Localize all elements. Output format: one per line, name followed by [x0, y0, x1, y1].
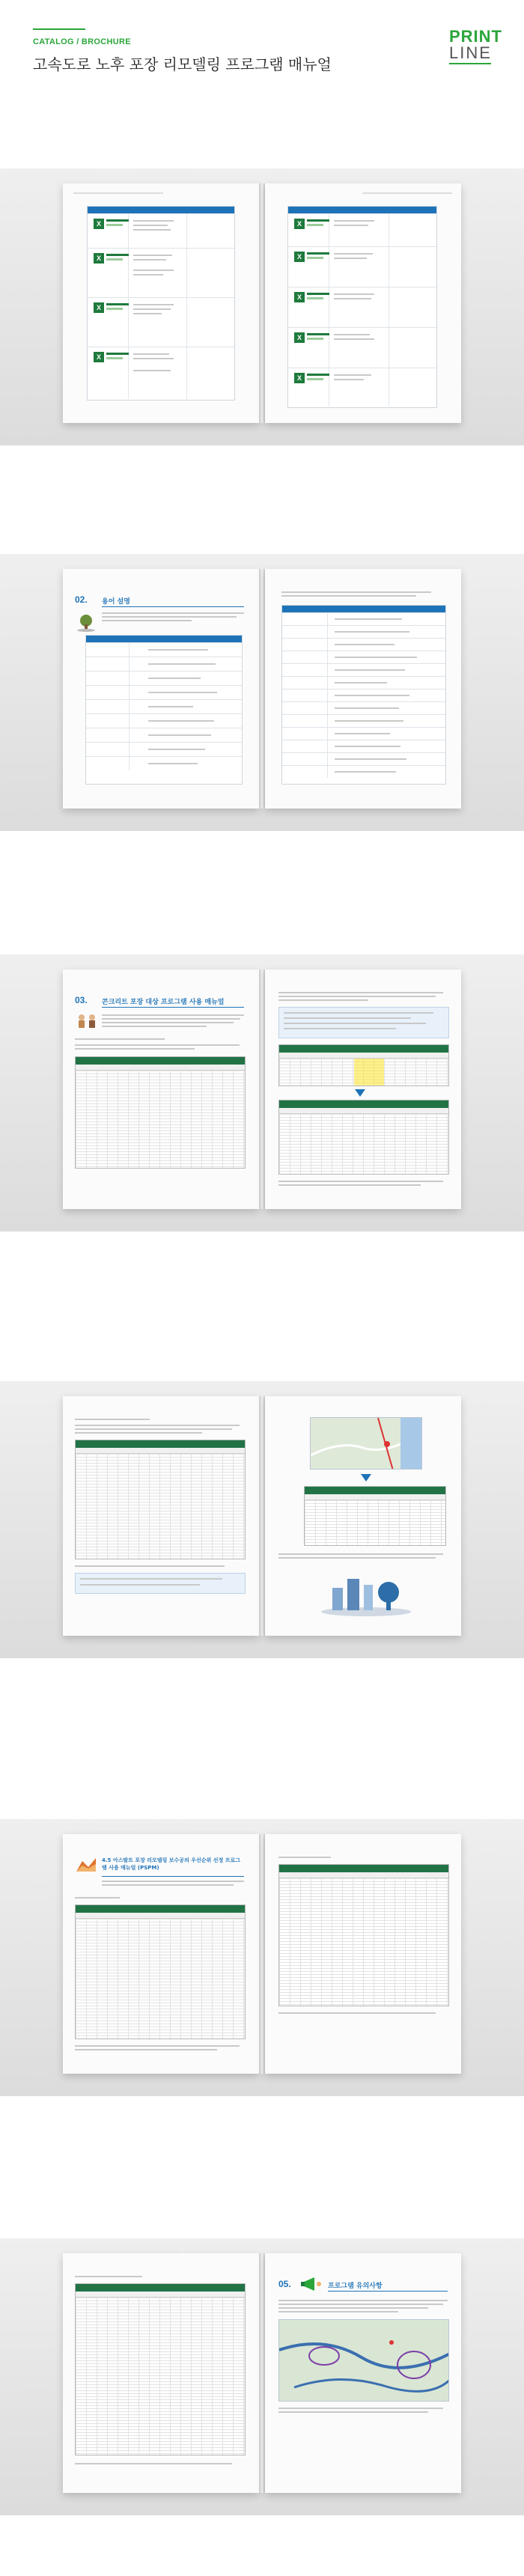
excel-screenshot	[75, 1440, 246, 1559]
info-note	[75, 1573, 246, 1594]
excel-icon: X	[94, 219, 104, 229]
excel-screenshot	[278, 1100, 449, 1175]
spread-3-right-page	[265, 969, 461, 1209]
excel-icon: X	[294, 252, 305, 262]
region-map	[310, 1417, 422, 1470]
section-title: 4.5 아스팔트 포장 리모델링 보수공의 우선순위 선정 프로그램 사용 매뉴얼 (PSPM)	[102, 1857, 240, 1871]
section-title: 용어 설명	[102, 598, 130, 606]
megaphone-illustration	[301, 2274, 323, 2294]
excel-screenshot	[278, 1044, 449, 1086]
spread-5-right-page	[265, 1834, 461, 2074]
excel-screenshot	[75, 1904, 246, 2039]
page-header	[0, 0, 524, 88]
program-table-left	[87, 206, 235, 401]
spread-4-right-page	[265, 1396, 461, 1636]
chart-illustration	[75, 1857, 97, 1873]
spread-5	[0, 1819, 524, 2096]
spread-3-left-page	[63, 969, 259, 1209]
section-title: 콘크리트 포장 대상 프로그램 사용 매뉴얼	[102, 999, 225, 1006]
logo-print-text: PRINT	[449, 27, 502, 46]
down-arrow-icon	[355, 1089, 365, 1097]
spread-1-right-page	[265, 183, 461, 423]
spread-5-left-page	[63, 1834, 259, 2074]
spread-3	[0, 954, 524, 1231]
spread-2-left-page	[63, 569, 259, 809]
excel-screenshot	[278, 1864, 449, 2006]
down-arrow-icon	[361, 1474, 371, 1482]
info-note	[278, 1007, 449, 1038]
excel-screenshot	[75, 2283, 246, 2455]
excel-icon: X	[94, 302, 104, 313]
glossary-table-right	[281, 605, 446, 785]
section-title: 프로그램 유의사항	[328, 2283, 383, 2290]
logo-underline	[449, 63, 491, 64]
excel-screenshot	[304, 1486, 446, 1546]
tree-illustration	[75, 614, 97, 632]
excel-screenshot	[75, 1056, 246, 1169]
city-illustration	[317, 1565, 415, 1618]
spread-6-left-page	[63, 2253, 259, 2493]
excel-icon: X	[294, 332, 305, 343]
page-title: 고속도로 노후 포장 리모델링 프로그램 매뉴얼	[33, 55, 332, 73]
spread-6-right-page	[265, 2253, 461, 2493]
excel-icon: X	[94, 352, 104, 362]
excel-icon: X	[294, 373, 305, 383]
glossary-table-left	[85, 635, 243, 785]
header-accent-line	[33, 28, 85, 30]
spread-1-left-page: X X X X ·	[63, 183, 259, 423]
logo-line-text: LINE	[449, 43, 492, 62]
spread-2-right-page	[265, 569, 461, 809]
people-illustration	[75, 1013, 99, 1031]
category-label: CATALOG / BROCHURE	[33, 37, 131, 46]
spread-6	[0, 2238, 524, 2515]
excel-icon: X	[294, 219, 305, 229]
excel-icon: X	[294, 292, 305, 302]
program-table-right	[287, 206, 437, 408]
excel-icon: X	[94, 253, 104, 264]
section-number: 03.	[75, 995, 88, 1005]
section-number: 05.	[278, 2279, 291, 2289]
spread-4	[0, 1381, 524, 1658]
spread-4-left-page	[63, 1396, 259, 1636]
brand-logo	[449, 27, 502, 64]
route-map	[278, 2319, 449, 2402]
section-number: 02.	[75, 594, 88, 605]
spread-1	[0, 168, 524, 445]
spread-2	[0, 554, 524, 831]
